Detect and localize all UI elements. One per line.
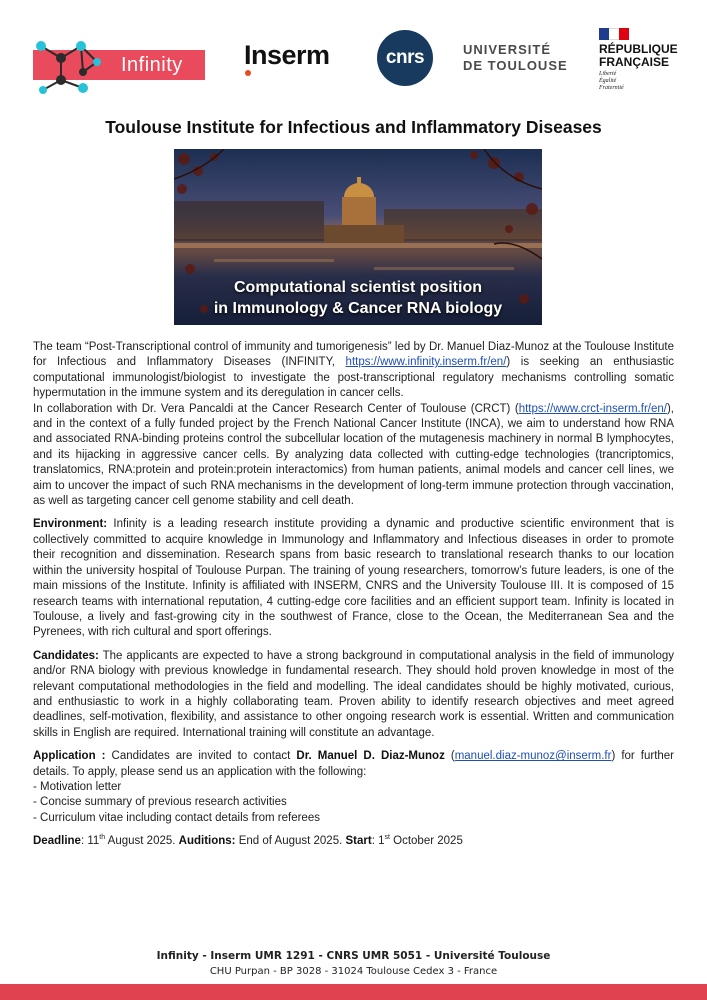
intro-text-2: ) is seeking an enthusiastic computational immunologist/biologist to investigate the post-transcriptional regulatory mechanisms controlling somatic hypermutation in the immune system and its deregulation in cancer cells. xyxy=(33,356,675,400)
collab-text-1: In collaboration with Dr. Vera Pancaldi at the Cancer Research Center of Toulouse (CRCT) ( xyxy=(33,402,519,415)
deadline-label: Deadline xyxy=(33,835,81,848)
environment-label: Environment: xyxy=(33,518,108,531)
start-month: October 2025 xyxy=(389,835,463,848)
motto-fraternite: Fraternité xyxy=(599,85,624,91)
motto-liberte: Liberté xyxy=(599,71,617,77)
candidates-paragraph xyxy=(33,649,674,741)
application-text-1: Candidates are invited to contact xyxy=(105,750,297,763)
republique-francaise-logo xyxy=(599,28,689,92)
infinity-link[interactable]: https://www.infinity.inserm.fr/en/ xyxy=(345,356,507,369)
deadline-day: : 11 xyxy=(80,835,100,848)
candidates-text: The applicants are expected to have a strong background in computational analysis in the field of immunology and/or RNA biology with previous knowledge in fundamental research. They should hold proven knowledge in most of the relevant computational methodologies in the field and modelling. The ideal candidates should be highly motivated, curious, and enthusiastic to work in a highly collaborating team. Proven ability to identify research objectives and meet agreed deadlines, self-motivation, flexibility, and assistance to other ongoing research work is essential. Written and communication skills in English are required. International training will constitute an advantage. xyxy=(33,649,674,739)
list-item: - Motivation letter xyxy=(33,780,122,793)
hero-caption xyxy=(174,277,542,319)
contact-name: Dr. Manuel D. Diaz-Munoz xyxy=(296,750,445,763)
contact-email-link[interactable]: manuel.diaz-munoz@inserm.fr xyxy=(454,750,612,763)
environment-paragraph xyxy=(33,517,674,640)
application-paragraph xyxy=(33,749,674,780)
footer-institution: Infinity - Inserm UMR 1291 - CNRS UMR 5051 - Université Toulouse xyxy=(156,950,551,962)
deadline-month: August 2025. xyxy=(105,835,179,848)
inserm-logo xyxy=(244,40,330,71)
logo-bar xyxy=(0,24,707,104)
start-day: : 1 xyxy=(371,835,385,848)
list-item: - Concise summary of previous research activities xyxy=(33,796,287,809)
universite-line2: DE TOULOUSE xyxy=(463,58,568,73)
hero-caption-line2: in Immunology & Cancer RNA biology xyxy=(213,300,503,317)
french-flag-icon xyxy=(599,28,629,40)
inserm-wordmark: Inserm xyxy=(244,40,330,70)
environment-text: Infinity is a leading research institute providing a dynamic and productive scientific environment that is collectively committed to acquire knowledge in Immunology and Inflammatory and Infectious diseases in order to promote their recognition and dissemination. Research spans from basic research to translational research thanks to our location within the university hospital of Toulouse Purpan. The training of young researchers, tomorrow’s future leaders, is one of the main missions of the Institute. Infinity is affiliated with INSERM, CNRS and the University Toulouse III. It is composed of 15 research teams with international reputation, 4 cutting-edge core facilities and an efficient support team. Infinity is located in Toulouse, a lively and fast-growing city in the southwest of France, close to the Ocean, the Mediterranean Sea and the Pyrenees, with rich cultural and sport offerings. xyxy=(33,518,674,639)
motto-egalite: Égalité xyxy=(599,78,617,84)
hero-image xyxy=(174,149,542,325)
infinity-wordmark: Infinity xyxy=(121,54,183,76)
auditions-label: Auditions: xyxy=(178,835,236,848)
auditions-value: End of August 2025. xyxy=(235,835,346,848)
page-title: Toulouse Institute for Infectious and Inflammatory Diseases xyxy=(105,117,602,137)
candidates-label: Candidates: xyxy=(33,649,99,662)
republique-line1: RÉPUBLIQUE xyxy=(599,42,678,56)
collab-text-2: ), and in the context of a fully funded project by the French National Cancer Institute (INCA), we aim to understand how RNA and associated RNA-binding proteins control the subcellular location of the mutagenesis machinery in normal B lymphocytes, and its hijacking in aggressive cancer cells. By analyzing data collected with cutting-edge technologies (trancriptomics, translatomics, RNA:protein and protein:protein interactomics) from human patients, animal models and cancer cell lines, we aim to uncover the impact of such RNA mechanisms in the development of long-term immune protection through vaccination, as well as targeting cancer cell genome stability and cell death. xyxy=(33,402,674,508)
start-suffix: st xyxy=(384,834,390,842)
footer-address: CHU Purpan - BP 3028 - 31024 Toulouse Cedex 3 - France xyxy=(209,966,498,977)
hero-caption-line1: Computational scientist position xyxy=(233,279,482,296)
universite-line1: UNIVERSITÉ xyxy=(463,42,552,57)
cnrs-logo: cnrs xyxy=(377,30,433,86)
collaboration-paragraph xyxy=(33,402,674,510)
deadline-suffix: th xyxy=(99,834,106,842)
application-requirements-list xyxy=(33,780,674,826)
start-label: Start xyxy=(345,835,372,848)
network-icon xyxy=(31,28,111,102)
republique-motto xyxy=(599,71,689,92)
universite-toulouse-logo xyxy=(463,42,568,74)
intro-paragraph xyxy=(33,340,674,402)
infinity-logo xyxy=(33,50,205,80)
application-text-2: ( xyxy=(444,750,455,763)
dates-paragraph xyxy=(33,834,674,849)
list-item: - Curriculum vitae including contact details from referees xyxy=(33,811,320,824)
republique-line2: FRANÇAISE xyxy=(599,55,670,69)
crct-link[interactable]: https://www.crct-inserm.fr/en/ xyxy=(518,402,667,415)
footer xyxy=(0,948,707,980)
inserm-dot-icon xyxy=(245,70,251,76)
bottom-accent-bar xyxy=(0,984,707,1000)
application-text-3: ) for further details. To apply, please send us an application with the following: xyxy=(33,750,675,778)
intro-text-1: The team “Post-Transcriptional control of immunity and tumorigenesis” led by Dr. Manuel Diaz-Munoz at the Toulouse Institute for Infectious and Inflammatory Diseases (INFINITY, xyxy=(33,341,674,369)
application-label: Application : xyxy=(33,750,106,763)
job-description xyxy=(33,340,674,850)
